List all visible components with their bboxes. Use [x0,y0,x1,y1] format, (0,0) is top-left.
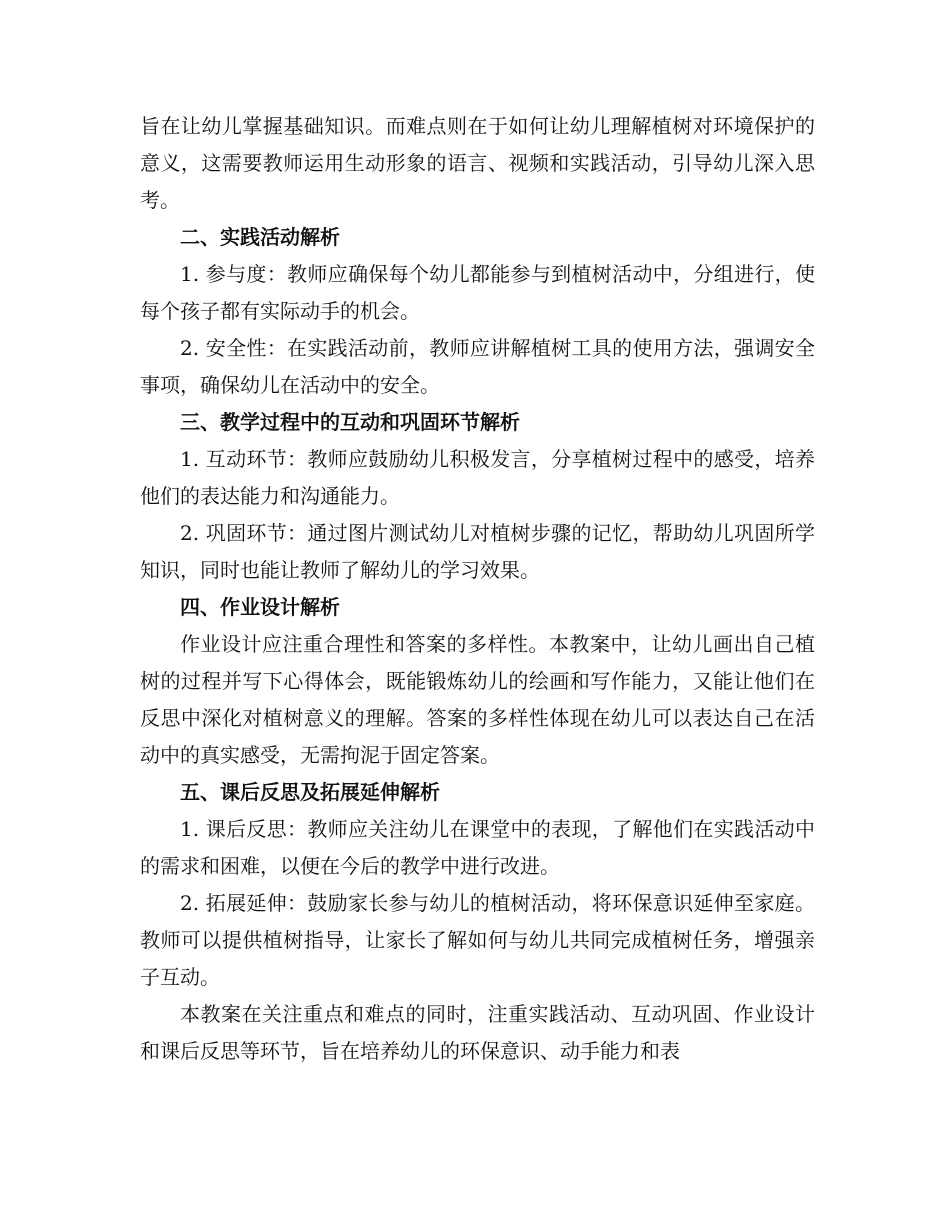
section-paragraph: 1. 参与度：教师应确保每个幼儿都能参与到植树活动中，分组进行，使每个孩子都有实际动手的机会。 [140,262,815,323]
section-paragraph: 1. 互动环节：教师应鼓励幼儿积极发言，分享植树过程中的感受，培养他们的表达能力和沟通能力。 [140,447,815,508]
section-paragraph: 2. 拓展延伸：鼓励家长参与幼儿的植树活动，将环保意识延伸至家庭。教师可以提供植树指导，让家长了解如何与幼儿共同完成植树任务，增强亲子互动。 [140,891,815,989]
section-homework-design [140,589,815,774]
section-practice-activity [140,219,815,404]
section-heading: 三、教学过程中的互动和巩固环节解析 [180,410,520,434]
section-heading: 四、作业设计解析 [180,595,340,619]
section-heading: 五、课后反思及拓展延伸解析 [180,780,440,804]
section-paragraph: 2. 安全性：在实践活动前，教师应讲解植树工具的使用方法，强调安全事项，确保幼儿在活动中的安全。 [140,336,815,397]
section-paragraph: 作业设计应注重合理性和答案的多样性。本教案中，让幼儿画出自己植树的过程并写下心得体会，既能锻炼幼儿的绘画和写作能力，又能让他们在反思中深化对植树意义的理解。答案的多样性体现在幼儿可以表达自己在活动中的真实感受，无需拘泥于固定答案。 [140,632,815,767]
section-paragraph: 2. 巩固环节：通过图片测试幼儿对植树步骤的记忆，帮助幼儿巩固所学知识，同时也能让教师了解幼儿的学习效果。 [140,521,815,582]
section-interaction-consolidation [140,404,815,589]
closing-paragraph: 本教案在关注重点和难点的同时，注重实践活动、互动巩固、作业设计和课后反思等环节，旨在培养幼儿的环保意识、动手能力和表 [140,1002,815,1063]
section-paragraph: 1. 课后反思：教师应关注幼儿在课堂中的表现，了解他们在实践活动中的需求和困难，以便在今后的教学中进行改进。 [140,817,815,878]
document-page [140,108,815,1070]
section-reflection-extension [140,774,815,996]
section-heading: 二、实践活动解析 [180,225,340,249]
continuation-paragraph: 旨在让幼儿掌握基础知识。而难点则在于如何让幼儿理解植树对环境保护的意义，这需要教师运用生动形象的语言、视频和实践活动，引导幼儿深入思考。 [140,114,815,212]
